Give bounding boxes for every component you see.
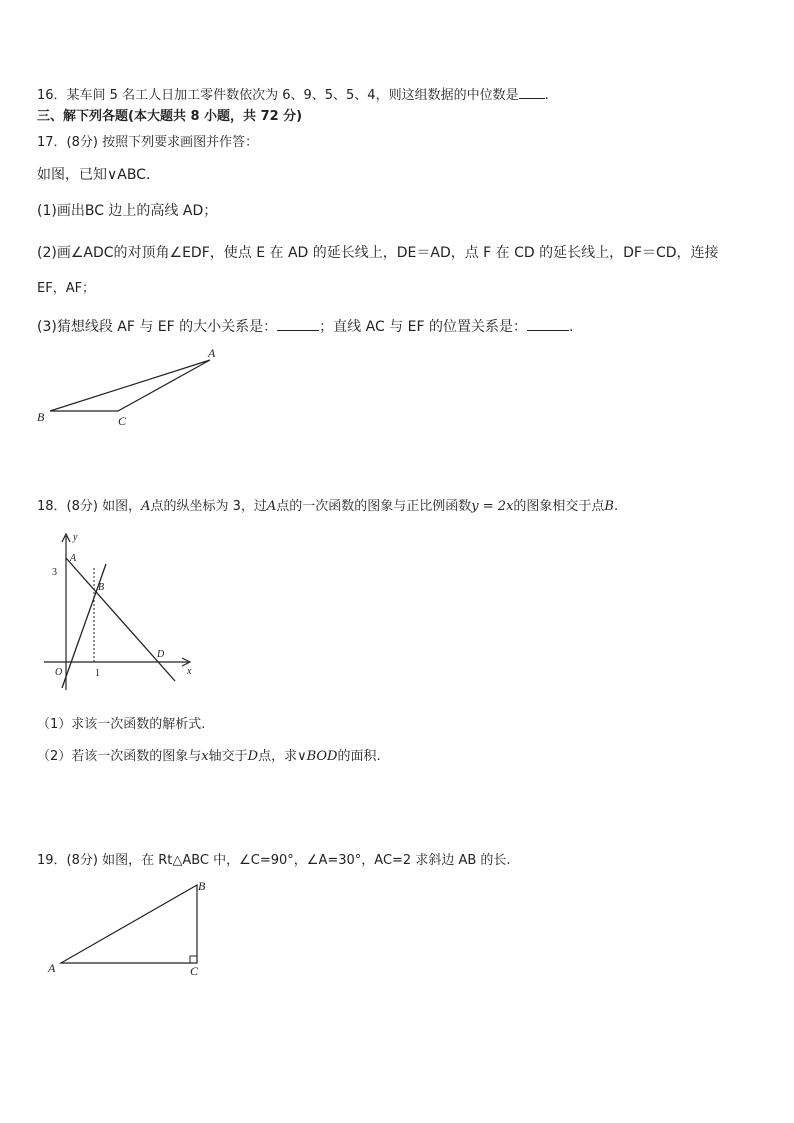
y-tick-label: 3 bbox=[52, 567, 57, 578]
figure-18-graph bbox=[36, 528, 202, 694]
question-18-part-2 bbox=[37, 748, 381, 766]
point-d-ref: D bbox=[247, 749, 259, 764]
question-18-part-1: （1）求该一次函数的解析式. bbox=[37, 717, 206, 732]
question-17-part-3a: (3)猜想线段 AF 与 EF 的大小关系是： bbox=[37, 319, 278, 335]
origin-label: O bbox=[55, 667, 63, 678]
question-18-part-2-pre: （2）若该一次函数的图象与 bbox=[37, 749, 202, 764]
x-axis-label: x bbox=[187, 666, 192, 677]
question-18-stem-mid3: 的图象相交于点 bbox=[513, 499, 605, 514]
point-label-b: B bbox=[37, 410, 45, 424]
point-a-ref: A bbox=[141, 499, 151, 514]
answer-blank[interactable] bbox=[527, 316, 569, 331]
question-17-given: 如图，已知∨ABC． bbox=[37, 167, 160, 183]
function-expression: y = 2x bbox=[471, 499, 514, 514]
right-triangle-abc bbox=[61, 885, 197, 963]
question-18-stem bbox=[37, 498, 618, 516]
question-17-part-2a: (2)画∠ADC的对顶角∠EDF，使点 E 在 AD 的延长线上，DE＝AD，点 F 在 CD 的延长线上，DF＝CD，连接 bbox=[37, 245, 719, 261]
question-17-stem: 17．(8分) 按照下列要求画图并作答： bbox=[37, 135, 259, 150]
x-tick-label: 1 bbox=[95, 668, 100, 679]
question-18-part-2-end: 的面积. bbox=[337, 749, 381, 764]
point-b-ref: B bbox=[604, 499, 614, 514]
triangle-bod-ref: BOD bbox=[306, 749, 338, 764]
point-label-b: B bbox=[98, 582, 105, 593]
question-18-part-2-mid: 轴交于 bbox=[208, 749, 248, 764]
question-17-part-2b: EF，AF； bbox=[37, 281, 96, 296]
right-angle-mark bbox=[190, 956, 197, 963]
figure-17-triangle bbox=[30, 340, 230, 432]
question-18-stem-mid2: 点的一次函数的图象与正比例函数 bbox=[276, 499, 472, 514]
x-axis-ref: x bbox=[201, 749, 209, 764]
question-17-part-1: (1)画出BC 边上的高线 AD； bbox=[37, 203, 218, 219]
answer-blank[interactable] bbox=[277, 316, 319, 331]
point-label-c: C bbox=[118, 414, 127, 428]
question-18-stem-mid1: 点的纵坐标为 3，过 bbox=[150, 499, 267, 514]
question-16-text: 16．某车间 5 名工人日加工零件数依次为 6、9、5、5、4，则这组数据的中位数是 bbox=[37, 88, 519, 103]
point-a-ref: A bbox=[266, 499, 277, 514]
section-3-title: 三、解下列各题(本大题共 8 小题，共 72 分) bbox=[37, 109, 303, 124]
y-axis-label: y bbox=[73, 532, 78, 543]
question-17-part-3 bbox=[37, 316, 573, 336]
question-16 bbox=[37, 84, 549, 105]
question-17-part-3b: ；直线 AC 与 EF 的位置关系是： bbox=[319, 319, 527, 335]
question-18-stem-pre: 18．(8分) 如图， bbox=[37, 499, 142, 514]
point-label-a: A bbox=[48, 961, 56, 975]
point-label-a: A bbox=[208, 346, 216, 360]
point-label-a: A bbox=[70, 553, 77, 564]
question-18-part-2-mid2: 点，求∨ bbox=[258, 749, 307, 764]
figure-19-triangle bbox=[42, 876, 222, 980]
question-16-tail: . bbox=[544, 88, 549, 103]
question-19-stem: 19．(8分) 如图，在 Rt△ABC 中，∠C=90°，∠A=30°，AC=2 求斜边 AB 的长. bbox=[37, 853, 511, 868]
question-18-stem-end: . bbox=[613, 499, 619, 514]
triangle-abc bbox=[50, 360, 210, 411]
point-label-d: D bbox=[157, 649, 165, 660]
question-17-part-3c: . bbox=[568, 319, 574, 335]
point-label-c: C bbox=[190, 964, 199, 978]
answer-blank[interactable] bbox=[519, 84, 545, 99]
point-label-b: B bbox=[198, 879, 206, 893]
